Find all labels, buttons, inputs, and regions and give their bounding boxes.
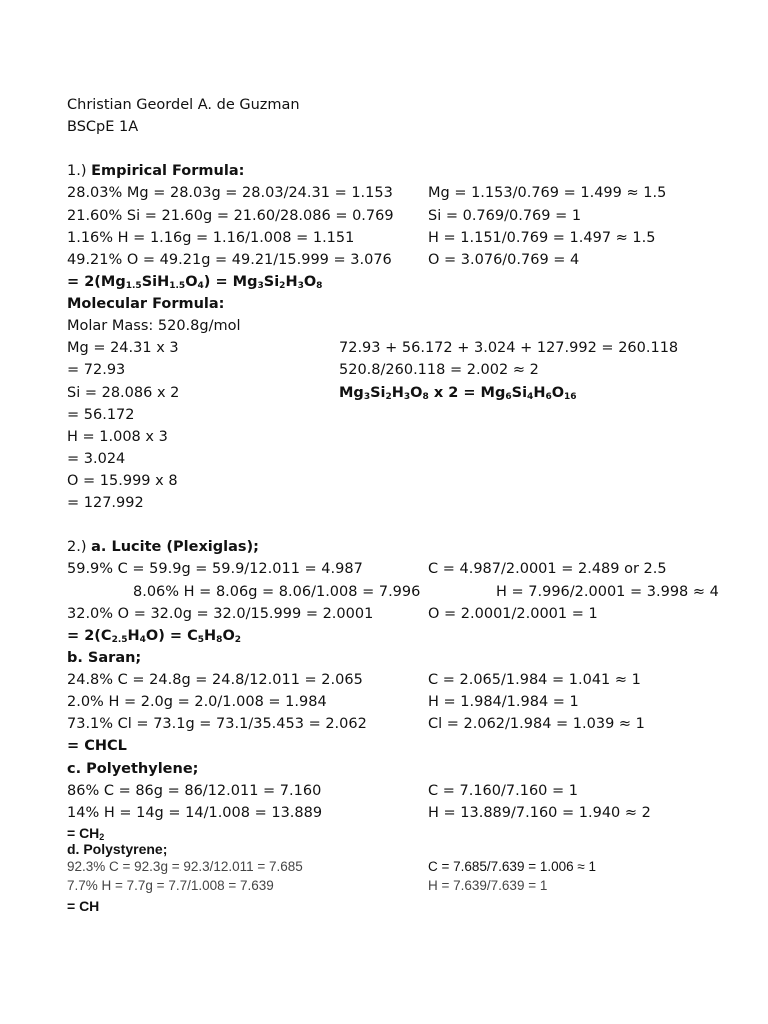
polyethylene-ratio-h: H = 13.889/7.160 = 1.940 ≈ 2: [428, 805, 651, 821]
q1-line-h: 1.16% H = 1.16g = 1.16/1.008 = 1.151: [67, 230, 355, 246]
mass-line: = 3.024: [67, 451, 126, 467]
molar-mass: Molar Mass: 520.8g/mol: [67, 318, 241, 334]
saran-line-c: 24.8% C = 24.8g = 24.8/12.011 = 2.065: [67, 672, 363, 688]
mass-line: = 127.992: [67, 495, 144, 511]
molar-ratio: 520.8/260.118 = 2.002 ≈ 2: [339, 362, 539, 378]
q1-title: Empirical Formula:: [91, 163, 245, 179]
q1-line-si: 21.60% Si = 21.60g = 21.60/28.086 = 0.769: [67, 208, 394, 224]
q1-ratio-si: Si = 0.769/0.769 = 1: [428, 208, 582, 224]
q1-number: 1.): [67, 163, 92, 179]
mass-line: = 72.93: [67, 362, 126, 378]
lucite-line-h: 8.06% H = 8.06g = 8.06/1.008 = 7.996: [133, 584, 421, 600]
q1-ratio-h: H = 1.151/0.769 = 1.497 ≈ 1.5: [428, 230, 656, 246]
mass-line: Si = 28.086 x 2: [67, 385, 180, 401]
polyethylene-ratio-c: C = 7.160/7.160 = 1: [428, 783, 578, 799]
polyethylene-title: c. Polyethylene;: [67, 761, 199, 777]
saran-result: = CHCL: [67, 738, 127, 754]
lucite-ratio-h: H = 7.996/2.0001 = 3.998 ≈ 4: [496, 584, 719, 600]
q1-heading: [67, 162, 244, 180]
polystyrene-result: = CH: [67, 898, 100, 914]
saran-ratio-c: C = 2.065/1.984 = 1.041 ≈ 1: [428, 672, 641, 688]
molecular-formula-result: $Mg_3Si_2H_3O_8$ x $2 = Mg_6Si_4H_6O_{16}$: [339, 385, 577, 402]
lucite-result: = $2(C_{2.5}H_4O) = C_5H_8O_2$: [67, 628, 242, 645]
polystyrene-line-c: 92.3% C = 92.3g = 92.3/12.011 = 7.685: [67, 859, 303, 874]
q1-ratio-o: O = 3.076/0.769 = 4: [428, 252, 580, 268]
polystyrene-title: d. Polystyrene;: [67, 841, 168, 857]
q2-number: 2.): [67, 539, 92, 555]
mass-line: H = 1.008 x 3: [67, 429, 168, 445]
saran-line-h: 2.0% H = 2.0g = 2.0/1.008 = 1.984: [67, 694, 327, 710]
q1-empirical-result: = $2(Mg_{1.5}SiH_{1.5}O_4) = Mg_3Si_2H_3O_8$: [67, 274, 323, 291]
q2-heading: [67, 538, 259, 556]
polystyrene-line-h: 7.7% H = 7.7g = 7.7/1.008 = 7.639: [67, 878, 274, 893]
mass-line: O = 15.999 x 8: [67, 473, 178, 489]
molar-sum: 72.93 + 56.172 + 3.024 + 127.992 = 260.118: [339, 340, 679, 356]
q1-line-o: 49.21% O = 49.21g = 49.21/15.999 = 3.076: [67, 252, 392, 268]
polystyrene-ratio-h: H = 7.639/7.639 = 1: [428, 878, 548, 893]
saran-ratio-cl: Cl = 2.062/1.984 = 1.039 ≈ 1: [428, 716, 645, 732]
lucite-line-o: 32.0% O = 32.0g = 32.0/15.999 = 2.0001: [67, 606, 374, 622]
saran-line-cl: 73.1% Cl = 73.1g = 73.1/35.453 = 2.062: [67, 716, 367, 732]
mass-line: = 56.172: [67, 407, 135, 423]
author-name: Christian Geordel A. de Guzman: [67, 97, 300, 113]
lucite-line-c: 59.9% C = 59.9g = 59.9/12.011 = 4.987: [67, 561, 363, 577]
polyethylene-line-c: 86% C = 86g = 86/12.011 = 7.160: [67, 783, 322, 799]
molecular-formula-title: Molecular Formula:: [67, 296, 225, 312]
q1-ratio-mg: Mg = 1.153/0.769 = 1.499 ≈ 1.5: [428, 185, 667, 201]
saran-title: b. Saran;: [67, 650, 142, 666]
polyethylene-line-h: 14% H = 14g = 14/1.008 = 13.889: [67, 805, 323, 821]
mass-line: Mg = 24.31 x 3: [67, 340, 179, 356]
polyethylene-result: = $CH_2$: [67, 825, 105, 842]
saran-ratio-h: H = 1.984/1.984 = 1: [428, 694, 579, 710]
lucite-ratio-o: O = 2.0001/2.0001 = 1: [428, 606, 598, 622]
section-label: BSCpE 1A: [67, 119, 139, 135]
polystyrene-ratio-c: C = 7.685/7.639 = 1.006 ≈ 1: [428, 859, 597, 874]
lucite-title: a. Lucite (Plexiglas);: [91, 539, 259, 555]
lucite-ratio-c: C = 4.987/2.0001 = 2.489 or 2.5: [428, 561, 667, 577]
q1-line-mg: 28.03% Mg = 28.03g = 28.03/24.31 = 1.153: [67, 185, 393, 201]
